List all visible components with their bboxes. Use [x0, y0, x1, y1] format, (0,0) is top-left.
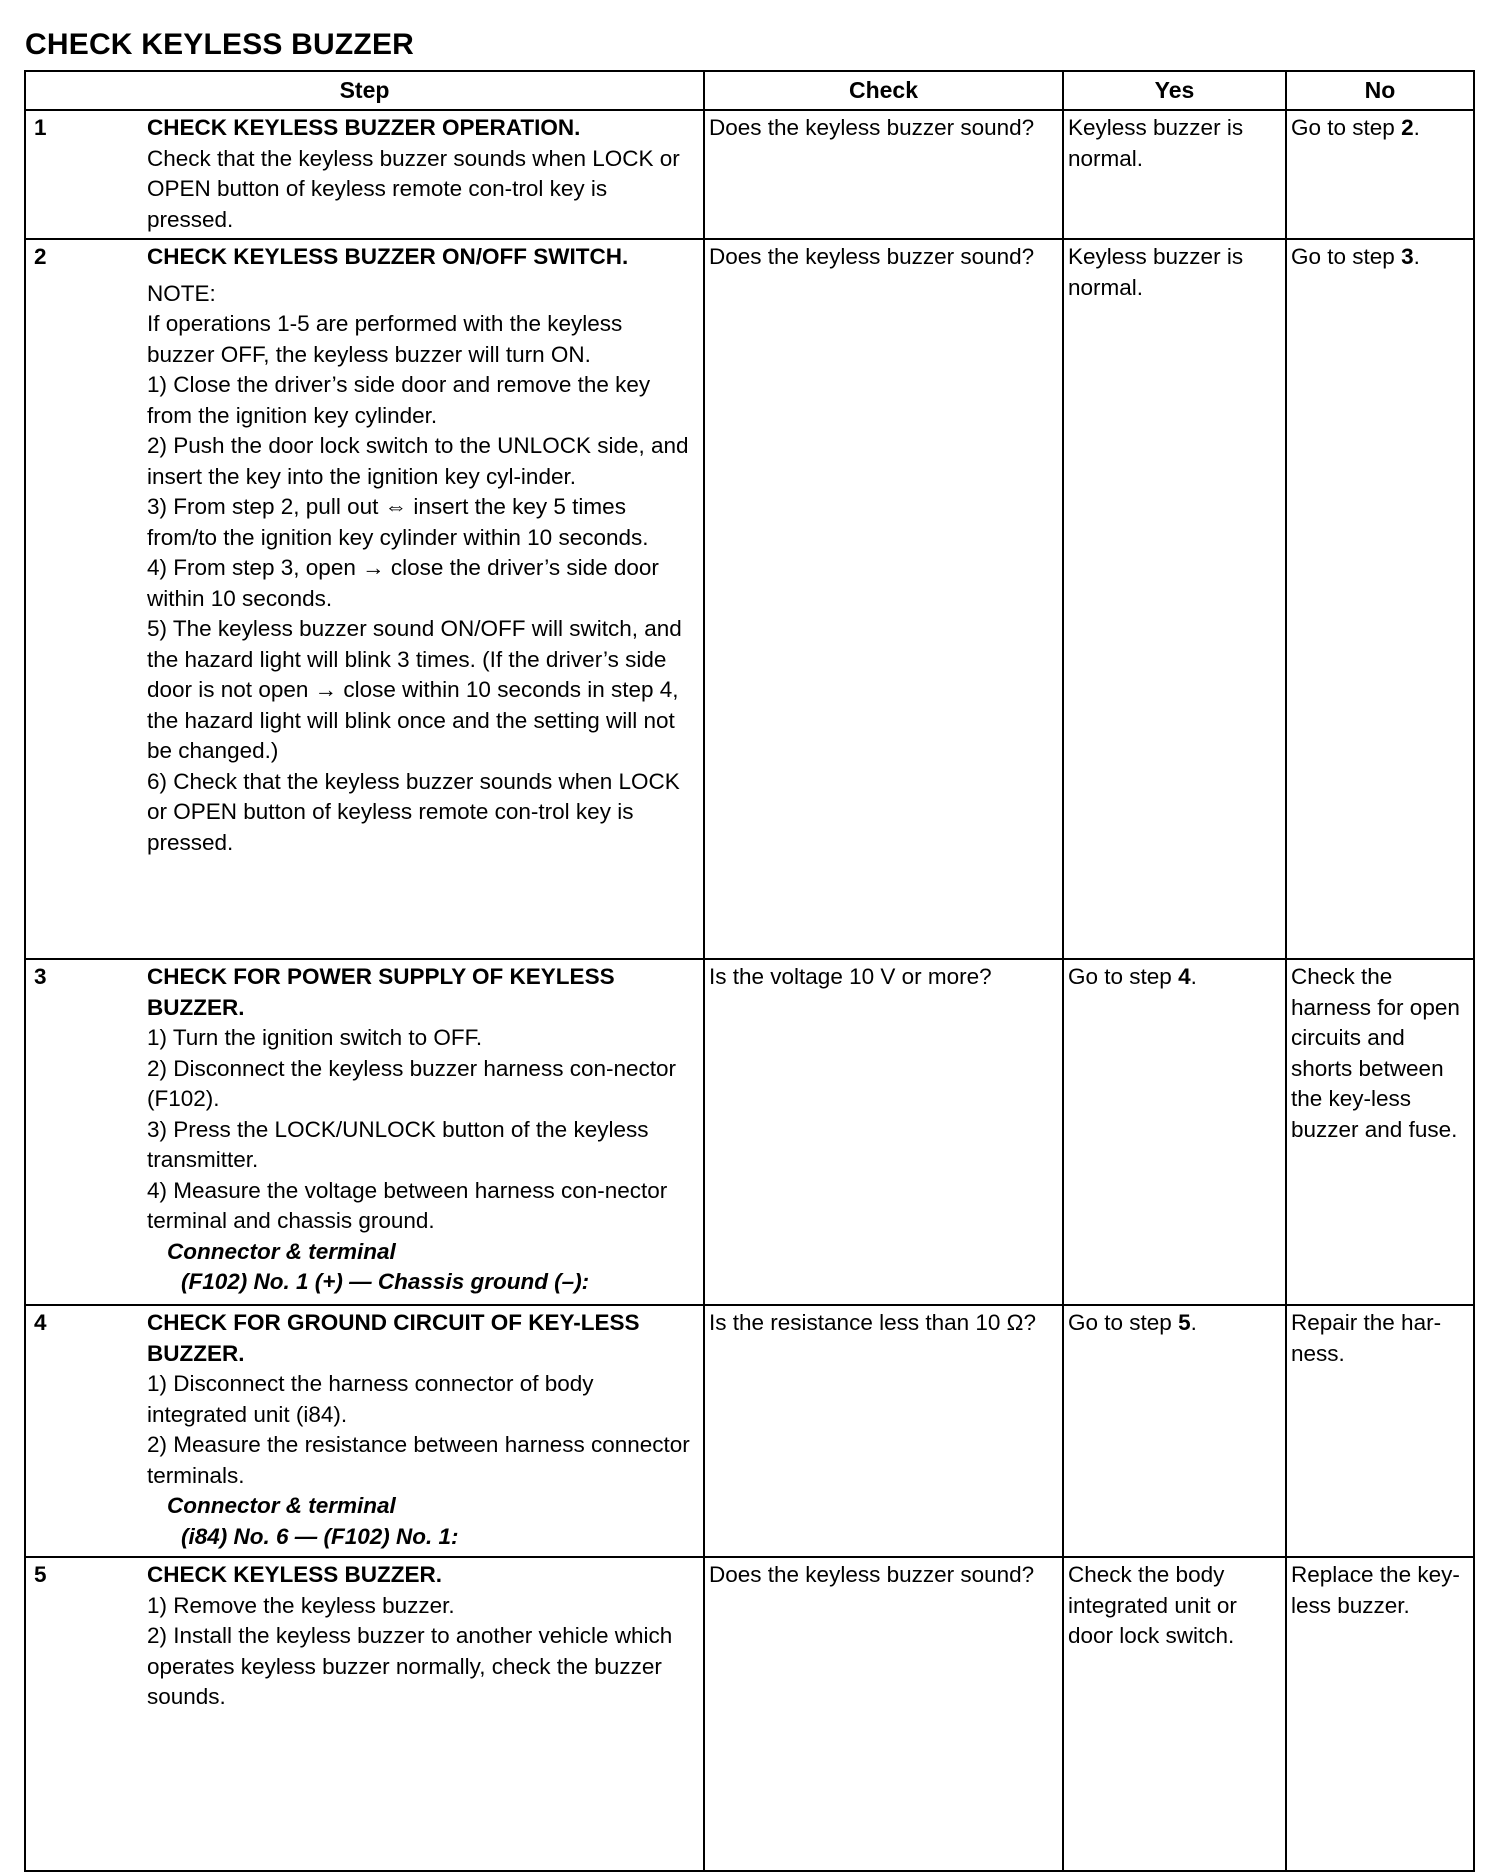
- step-title: CHECK KEYLESS BUZZER ON/OFF SWITCH.: [147, 244, 629, 269]
- no-text: Go to step: [1291, 115, 1402, 140]
- step-instruction: 3) Press the LOCK/UNLOCK button of the keyless transmitter.: [147, 1116, 649, 1172]
- step-instruction: 3) From step 2, pull out ⇔ insert the key 5 times from/to the ignition key cylinder within 10 seconds.: [147, 494, 649, 550]
- diagnostic-table: [24, 70, 1475, 1872]
- yes-cell: [1063, 959, 1286, 1305]
- check-cell: Does the keyless buzzer sound?: [704, 1557, 1063, 1871]
- yes-text: Go to step: [1068, 1310, 1179, 1335]
- header-no: No: [1286, 71, 1474, 110]
- yes-text-end: .: [1190, 1310, 1197, 1335]
- note-text: If operations 1-5 are performed with the keyless buzzer OFF, the keyless buzzer will turn ON.: [147, 311, 623, 367]
- step-instruction: 1) Disconnect the harness connector of body integrated unit (i84).: [147, 1371, 594, 1427]
- yes-cell: Check the body integrated unit or door lock switch.: [1063, 1557, 1286, 1871]
- table-row: [25, 239, 1474, 959]
- step-number: 1: [34, 115, 47, 140]
- step-instruction: 2) Install the keyless buzzer to another vehicle which operates keyless buzzer normally, check the buzzer sounds.: [147, 1623, 673, 1709]
- connector-value: (F102) No. 1 (+) — Chassis ground (–):: [181, 1269, 590, 1294]
- no-cell: [1286, 239, 1474, 959]
- step-instruction: 2) Disconnect the keyless buzzer harness con-nector (F102).: [147, 1055, 677, 1111]
- check-cell: Does the keyless buzzer sound?: [704, 239, 1063, 959]
- no-cell: Replace the key-less buzzer.: [1286, 1557, 1474, 1871]
- connector-label: Connector & terminal: [167, 1238, 396, 1264]
- step-link[interactable]: 3: [1401, 244, 1414, 269]
- header-check: Check: [704, 71, 1063, 110]
- table-row: [25, 1557, 1474, 1871]
- step-title: CHECK KEYLESS BUZZER OPERATION.: [147, 115, 581, 140]
- step-instruction: 1) Close the driver’s side door and remove the key from the ignition key cylinder.: [147, 372, 651, 428]
- step-title: CHECK KEYLESS BUZZER.: [147, 1562, 443, 1587]
- table-row: [25, 959, 1474, 1305]
- step-number: 4: [34, 1310, 47, 1335]
- step-link[interactable]: 4: [1178, 964, 1191, 989]
- step-instruction: 1) Remove the keyless buzzer.: [147, 1592, 455, 1618]
- step-number: 2: [34, 244, 47, 269]
- connector-value: (i84) No. 6 — (F102) No. 1:: [181, 1523, 459, 1549]
- step-title: CHECK FOR GROUND CIRCUIT OF KEY-LESS BUZZER.: [147, 1310, 640, 1366]
- step-instruction: 1) Turn the ignition switch to OFF.: [147, 1025, 483, 1050]
- step-instruction: 6) Check that the keyless buzzer sounds when LOCK or OPEN button of keyless remote con-trol key is pressed.: [147, 768, 680, 855]
- check-cell: Is the voltage 10 V or more?: [704, 959, 1063, 1305]
- step-cell: [25, 1305, 704, 1557]
- step-link[interactable]: 2: [1401, 115, 1414, 140]
- step-number: 3: [34, 964, 47, 989]
- check-cell: Does the keyless buzzer sound?: [704, 110, 1063, 239]
- step-cell: [25, 110, 704, 239]
- step-instruction: Check that the keyless buzzer sounds when LOCK or OPEN button of keyless remote con-trol key is pressed.: [147, 145, 680, 232]
- check-cell: Is the resistance less than 10 Ω?: [704, 1305, 1063, 1557]
- yes-text-end: .: [1190, 964, 1197, 989]
- step-instruction: 4) From step 3, open → close the driver’s side door within 10 seconds.: [147, 555, 659, 611]
- yes-text: Go to step: [1068, 964, 1179, 989]
- step-instruction: 4) Measure the voltage between harness con-nector terminal and chassis ground.: [147, 1177, 668, 1233]
- no-text: Go to step: [1291, 244, 1402, 269]
- header-row: [25, 71, 1474, 110]
- page-title: CHECK KEYLESS BUZZER: [25, 28, 415, 61]
- table-row: [25, 1305, 1474, 1557]
- note-label: NOTE:: [147, 280, 216, 306]
- table-row: [25, 110, 1474, 239]
- no-cell: [1286, 110, 1474, 239]
- step-title: CHECK FOR POWER SUPPLY OF KEYLESS BUZZER.: [147, 964, 615, 1020]
- step-instruction: 5) The keyless buzzer sound ON/OFF will switch, and the hazard light will blink 3 times. (If the driver’s side door is not open → close within 10 seconds in step 4, the hazard light will blink once and the setting will not be changed.): [147, 616, 682, 763]
- header-step: Step: [25, 71, 704, 110]
- step-link[interactable]: 5: [1178, 1310, 1191, 1335]
- header-yes: Yes: [1063, 71, 1286, 110]
- step-instruction: 2) Push the door lock switch to the UNLOCK side, and insert the key into the ignition key cyl-inder.: [147, 433, 689, 489]
- yes-cell: Keyless buzzer is normal.: [1063, 239, 1286, 959]
- step-cell: [25, 959, 704, 1305]
- step-cell: [25, 1557, 704, 1871]
- no-cell: Repair the har-ness.: [1286, 1305, 1474, 1557]
- yes-cell: [1063, 1305, 1286, 1557]
- yes-cell: Keyless buzzer is normal.: [1063, 110, 1286, 239]
- connector-label: Connector & terminal: [167, 1493, 396, 1518]
- step-instruction: 2) Measure the resistance between harness connector terminals.: [147, 1432, 690, 1488]
- no-text-end: .: [1413, 115, 1420, 140]
- step-cell: [25, 239, 704, 959]
- no-cell: Check the harness for open circuits and shorts between the key-less buzzer and fuse.: [1286, 959, 1474, 1305]
- step-number: 5: [34, 1562, 47, 1587]
- no-text-end: .: [1413, 244, 1420, 269]
